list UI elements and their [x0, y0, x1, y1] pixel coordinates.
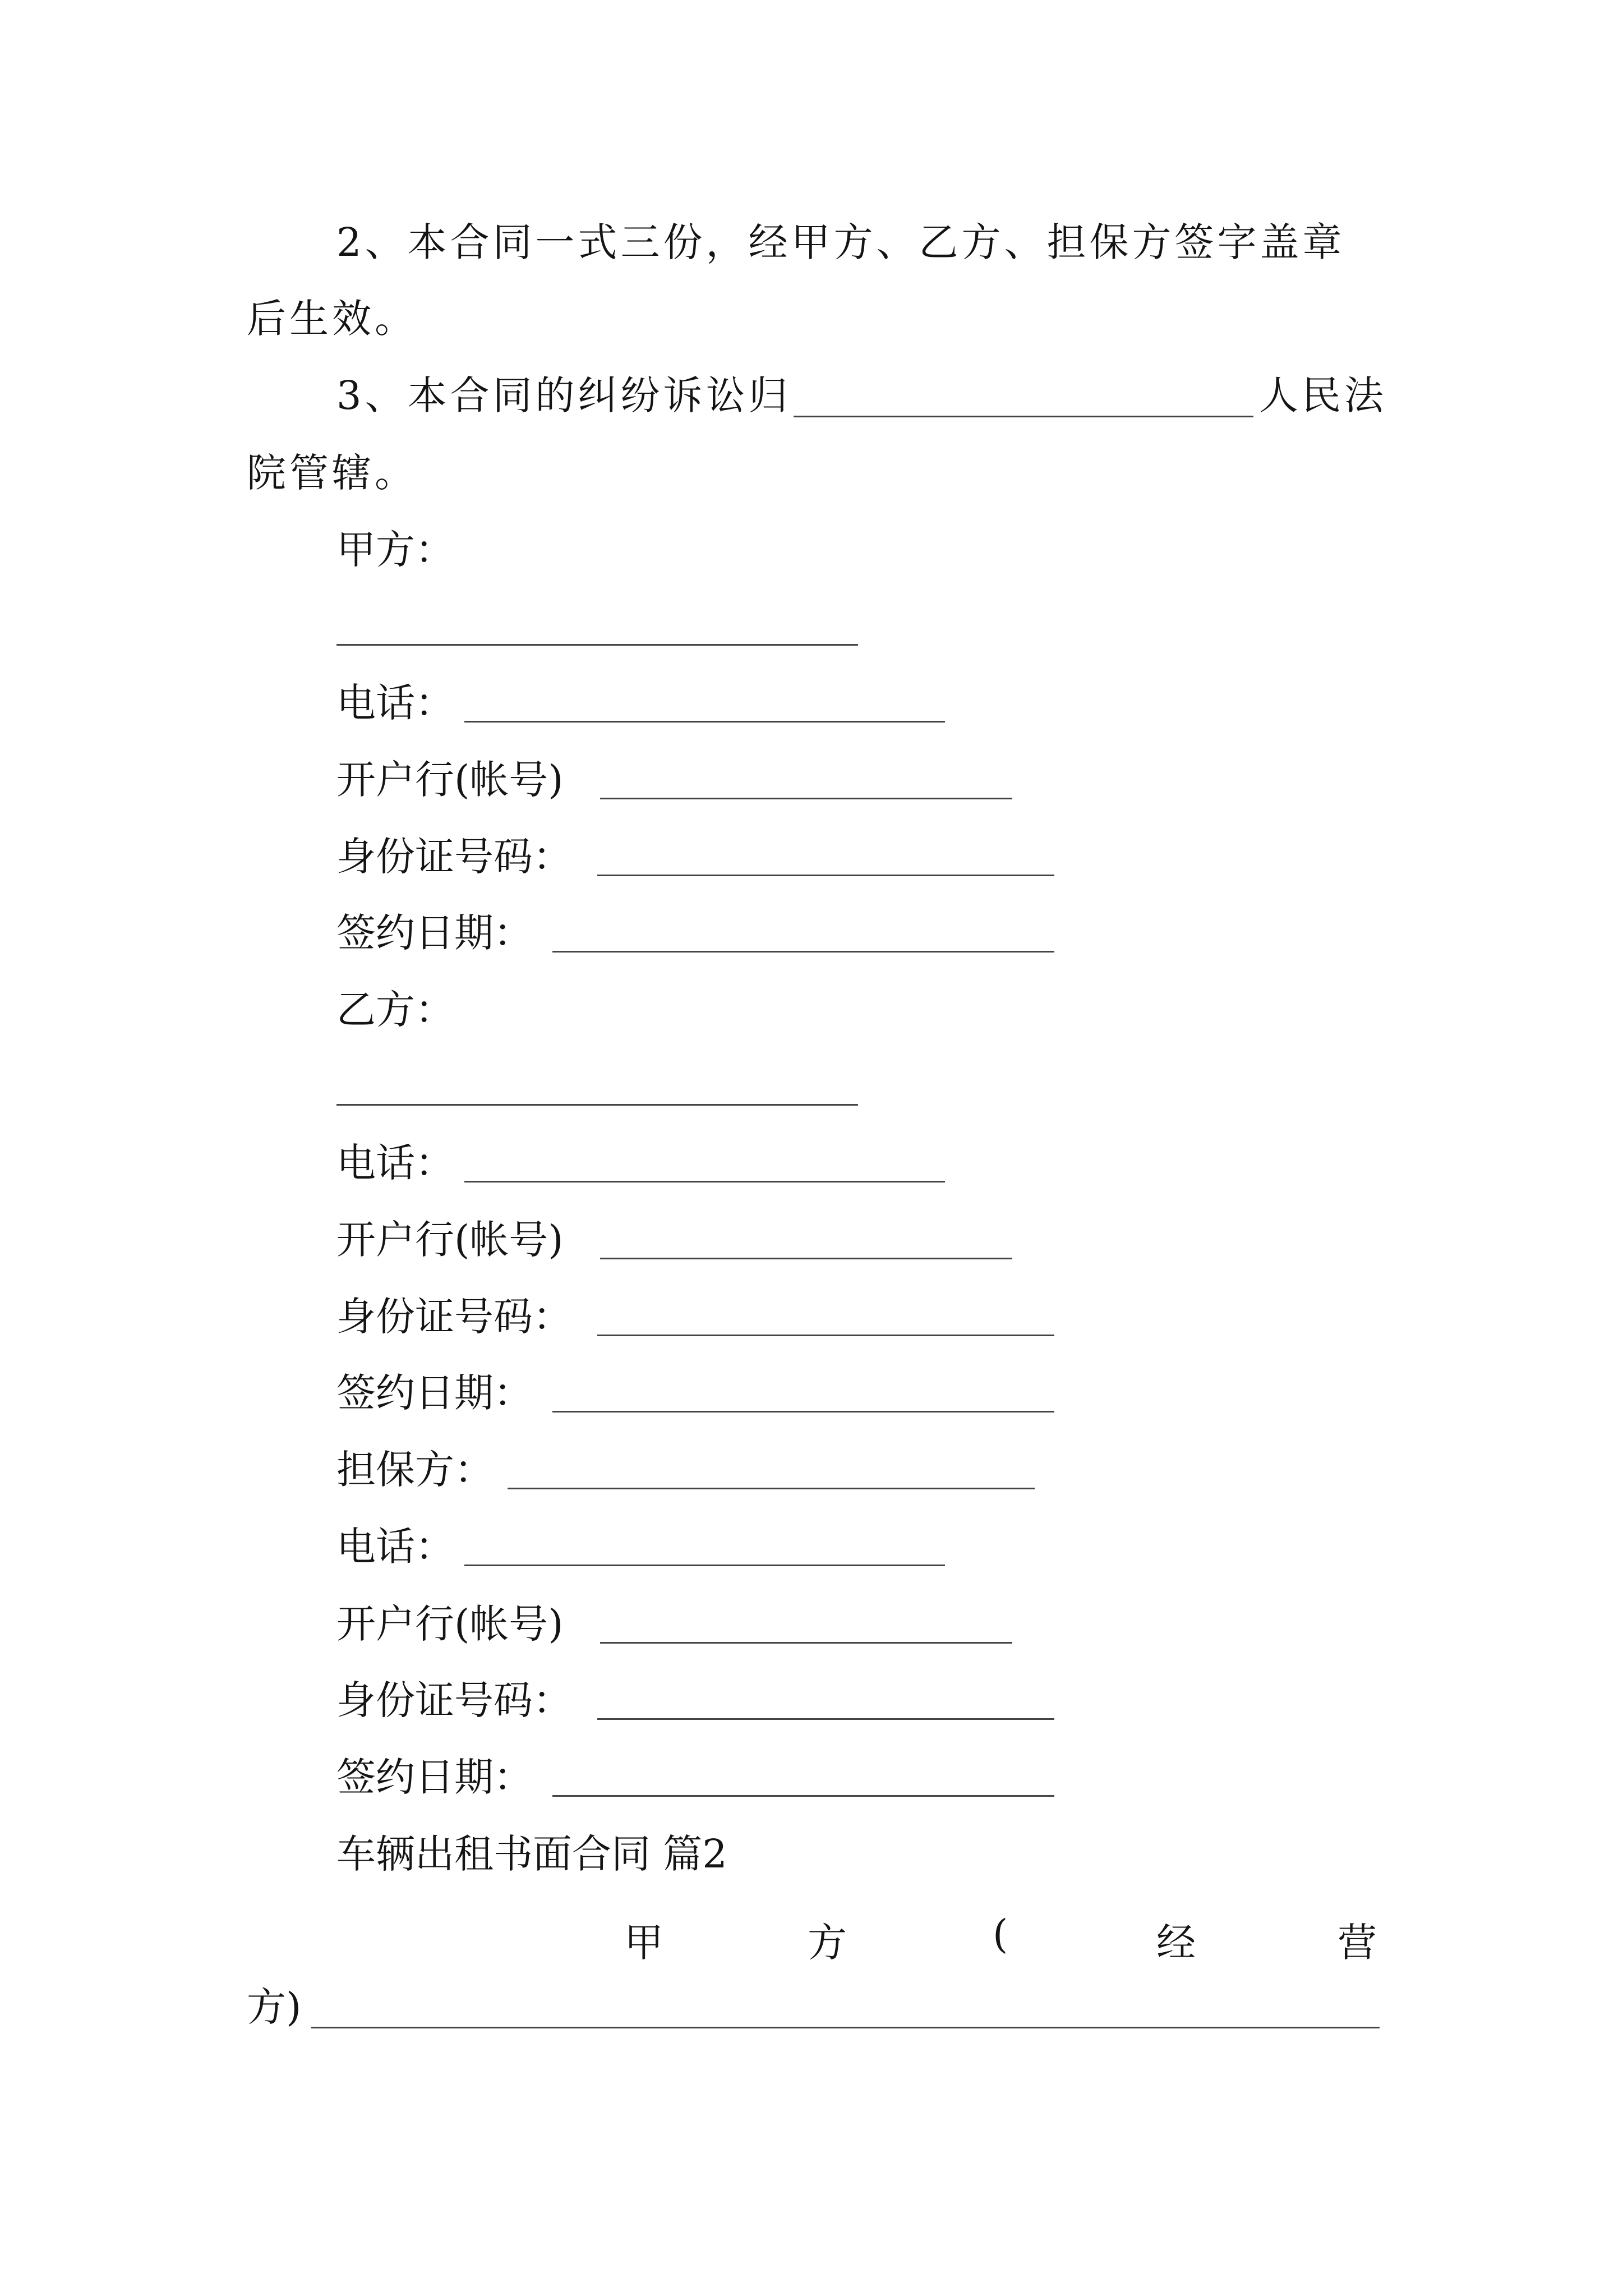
- party-a-bank-label: 开户行(帐号): [336, 757, 564, 803]
- section-2-party-a-line-1: [0, 1911, 1623, 1966]
- party-a-date-blank: [552, 951, 1054, 953]
- party-b-phone-label: 电话：: [336, 1140, 454, 1186]
- party-a-id-label: 身份证号码：: [336, 834, 572, 880]
- party-a-bank-blank: [600, 798, 1012, 799]
- guarantor-date-label: 签约日期：: [336, 1754, 533, 1800]
- clause-2-line-1: 2、本合同一式三份，经甲方、乙方、担保方签字盖章: [336, 219, 1345, 265]
- court-name-blank: [794, 416, 1253, 417]
- party-a-name-blank: [336, 644, 858, 646]
- clause-3-line-1: 3、本合同的纠纷诉讼归: [336, 372, 791, 418]
- clause-2-line-2: 后生效。: [247, 296, 417, 342]
- guarantor-bank-blank: [600, 1642, 1012, 1644]
- party-a-char: 甲: [624, 1920, 663, 1966]
- guarantor-phone-label: 电话：: [336, 1524, 454, 1570]
- party-b-heading: 乙方：: [336, 987, 454, 1033]
- party-a-char: (: [993, 1911, 1008, 1957]
- clause-3-line-2: 院管辖。: [247, 450, 417, 496]
- guarantor-id-label: 身份证号码：: [336, 1677, 572, 1723]
- guarantor-date-blank: [552, 1795, 1054, 1797]
- party-a-char: 营: [1338, 1920, 1377, 1966]
- party-b-bank-label: 开户行(帐号): [336, 1217, 564, 1263]
- section-2-party-a-blank: [311, 2027, 1380, 2028]
- party-b-name-blank: [336, 1104, 858, 1106]
- party-a-heading: 甲方：: [336, 527, 454, 573]
- party-a-phone-blank: [464, 721, 945, 723]
- party-a-char: 经: [1156, 1920, 1196, 1966]
- party-b-id-blank: [597, 1335, 1054, 1336]
- section-2-party-a-line-2: 方): [247, 1984, 302, 2030]
- guarantor-name-blank: [508, 1488, 1035, 1489]
- clause-3-line-1-tail: 人民法: [1259, 372, 1387, 418]
- party-b-date-blank: [552, 1411, 1054, 1412]
- party-a-char: 方: [808, 1920, 847, 1966]
- party-b-id-label: 身份证号码：: [336, 1294, 572, 1340]
- guarantor-phone-blank: [464, 1565, 945, 1566]
- guarantor-id-blank: [597, 1718, 1054, 1720]
- party-a-id-blank: [597, 875, 1054, 876]
- section-2-title: 车辆出租书面合同 篇2: [336, 1831, 727, 1877]
- party-a-date-label: 签约日期：: [336, 910, 533, 956]
- guarantor-bank-label: 开户行(帐号): [336, 1601, 564, 1647]
- party-b-date-label: 签约日期：: [336, 1370, 533, 1416]
- party-b-phone-blank: [464, 1181, 945, 1182]
- party-a-phone-label: 电话：: [336, 680, 454, 726]
- party-b-bank-blank: [600, 1258, 1012, 1259]
- guarantor-heading: 担保方：: [336, 1447, 494, 1493]
